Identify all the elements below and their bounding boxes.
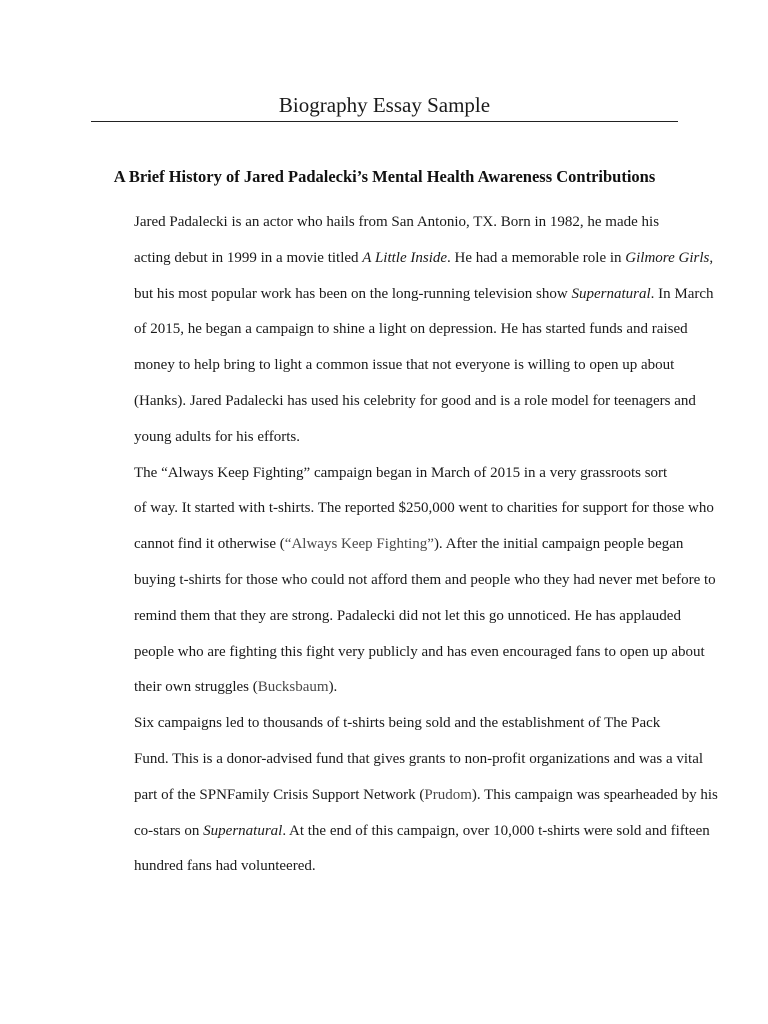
paragraph-2-line-5: remind them that they are strong. Padalecki did not let this go unnoticed. He has applauded [134, 607, 681, 624]
paragraph-1-line-2 [91, 241, 714, 277]
text-run: ). This campaign was spearheaded by his [471, 786, 718, 803]
text-run: cannot find it otherwise ( [134, 536, 285, 553]
paragraph-2-line-3 [91, 527, 684, 563]
show-title-supernatural: Supernatural [203, 822, 283, 839]
paragraph-3-line-4 [91, 814, 710, 850]
paragraph-2-line-1: The “Always Keep Fighting” campaign began in March of 2015 in a very grassroots sort [134, 464, 668, 481]
essay-body [91, 205, 718, 885]
paragraph-1-line-6: (Hanks). Jared Padalecki has used his celebrity for good and is a role model for teenagers and [134, 392, 696, 409]
text-run: ). [328, 679, 338, 696]
paragraph-2-line-6: people who are fighting this fight very publicly and has even encouraged fans to open up about [134, 643, 705, 660]
paragraph-2 [91, 456, 716, 707]
text-run: part of the SPNFamily Crisis Support Network ( [134, 786, 425, 803]
paragraph-3-line-2: Fund. This is a donor-advised fund that gives grants to non-profit organizations and was a vital [134, 750, 704, 767]
paragraph-1-line-4: of 2015, he began a campaign to shine a light on depression. He has started funds and raised [134, 321, 688, 338]
show-title-supernatural: Supernatural [571, 285, 651, 302]
citation-bucksbaum: Bucksbaum [257, 679, 329, 696]
text-run: co-stars on [134, 822, 204, 839]
citation-prudom: Prudom [424, 786, 472, 803]
paragraph-2-line-7 [91, 670, 678, 706]
paragraph-1-line-1: Jared Padalecki is an actor who hails from San Antonio, TX. Born in 1982, he made his [134, 214, 660, 230]
text-run: . In March [650, 285, 714, 302]
text-run: , [709, 249, 714, 266]
paragraph-2-line-4: buying t-shirts for those who could not afford them and people who they had never met before to [134, 571, 716, 588]
text-run: ). After the initial campaign people began [433, 536, 684, 553]
document-header: Biography Essay Sample [278, 93, 491, 117]
essay-title: A Brief History of Jared Padalecki’s Mental Health Awareness Contributions [113, 167, 656, 186]
text-run: acting debut in 1999 in a movie titled [134, 249, 363, 266]
header-divider [91, 121, 678, 122]
paragraph-3-line-5: hundred fans had volunteered. [134, 858, 316, 875]
text-run: their own struggles ( [134, 679, 258, 696]
text-run: but his most popular work has been on the long-running television show [134, 285, 572, 302]
paragraph-3-line-3 [91, 778, 718, 814]
citation-always-keep-fighting: “Always Keep Fighting” [284, 536, 434, 553]
paragraph-3 [91, 706, 718, 885]
paragraph-1 [91, 205, 714, 456]
paragraph-2-line-2: of way. It started with t-shirts. The reported $250,000 went to charities for support for those who [134, 500, 714, 517]
movie-title-a-little-inside: A Little Inside [362, 249, 448, 266]
paragraph-1-line-7: young adults for his efforts. [134, 428, 300, 445]
text-run: . He had a memorable role in [447, 249, 626, 266]
text-run: . At the end of this campaign, over 10,000 t-shirts were sold and fifteen [282, 822, 710, 839]
show-title-gilmore-girls: Gilmore Girls [625, 249, 710, 266]
paragraph-1-line-5: money to help bring to light a common issue that not everyone is willing to open up about [134, 357, 675, 374]
paragraph-1-line-3 [91, 277, 714, 313]
paragraph-3-line-1: Six campaigns led to thousands of t-shirts being sold and the establishment of The Pack [134, 715, 661, 732]
